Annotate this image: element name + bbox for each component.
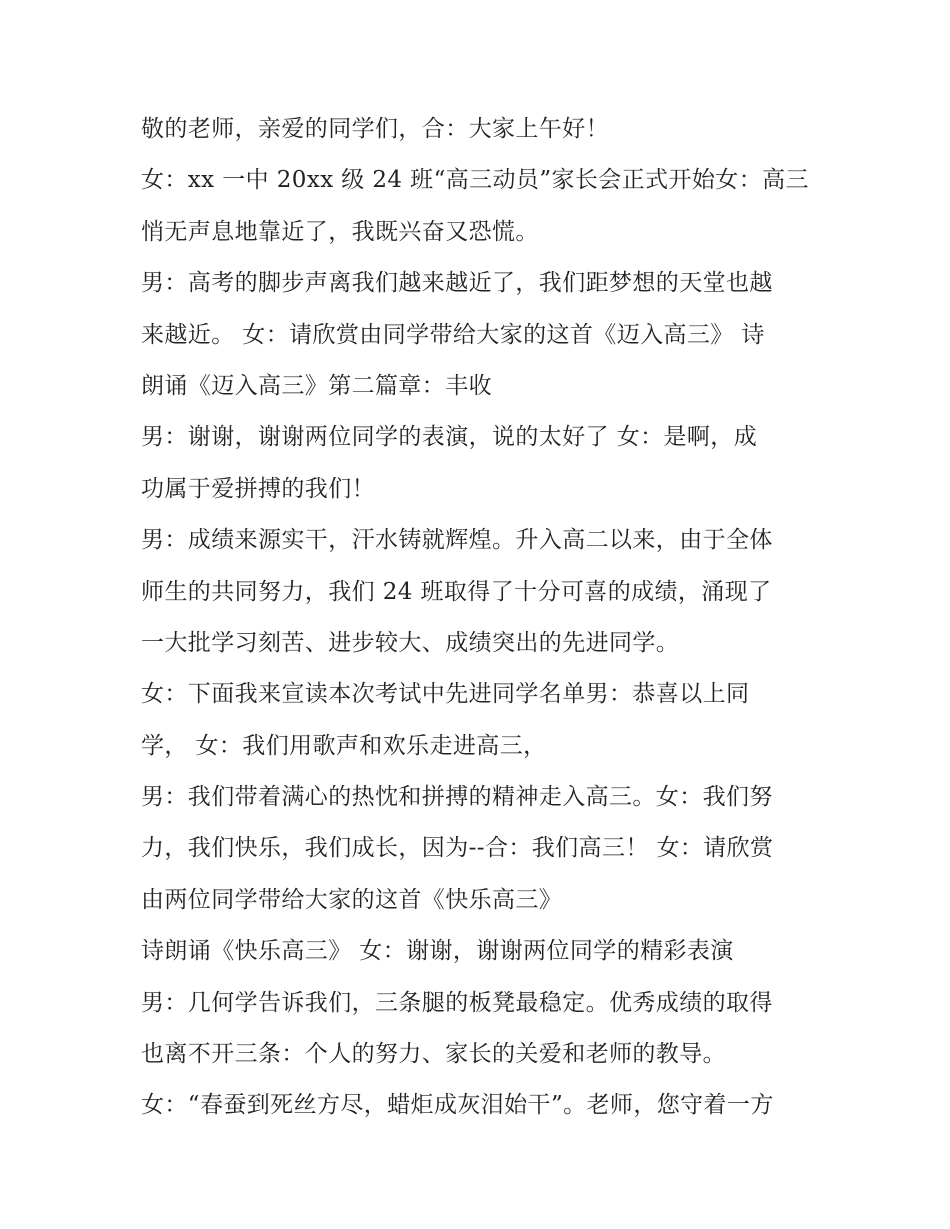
text-line: 男：我们带着满心的热忱和拼搏的精神走入高三。女：我们努 [141,784,773,811]
text-line: 来越近。 女：请欣赏由同学带给大家的这首《迈入高三》 诗 [141,321,765,348]
text-line: 诗朗诵《快乐高三》 女：谢谢，谢谢两位同学的精彩表演 [141,938,734,965]
text-line: 男：成绩来源实干，汗水铸就辉煌。升入高二以来，由于全体 [141,527,773,554]
text-line: 女：xx 一中 20xx 级 24 班“高三动员”家长会正式开始女：高三 [141,167,809,194]
text-line: 男：谢谢，谢谢两位同学的表演，说的太好了 女：是啊，成 [141,424,758,451]
text-line: 师生的共同努力，我们 24 班取得了十分可喜的成绩，涌现了 [141,578,772,605]
text-line: 功属于爱拼搏的我们！ [141,475,375,502]
text-line: 女：下面我来宣读本次考试中先进同学名单男：恭喜以上同 [141,681,750,708]
text-line: 也离不开三条：个人的努力、家长的关爱和老师的教导。 [141,1041,726,1068]
text-line: 学， 女：我们用歌声和欢乐走进高三， [141,732,547,759]
text-line: 女：“春蚕到死丝方尽，蜡炬成灰泪始干”。老师，您守着一方 [141,1092,774,1119]
text-line: 敬的老师，亲爱的同学们，合：大家上午好！ [141,116,609,142]
text-line: 由两位同学带给大家的这首《快乐高三》 [141,886,563,913]
text-line: 朗诵《迈入高三》第二篇章：丰收 [141,372,492,399]
text-line: 悄无声息地靠近了，我既兴奋又恐慌。 [141,218,539,245]
document-body [141,104,821,1132]
text-line: 力，我们快乐，我们成长，因为--合：我们高三！ 女：请欣赏 [141,835,774,862]
text-line: 男：高考的脚步声离我们越来越近了，我们距梦想的天堂也越 [141,270,773,297]
text-line: 男：几何学告诉我们，三条腿的板凳最稳定。优秀成绩的取得 [141,989,773,1016]
text-line: 一大批学习刻苦、进步较大、成绩突出的先进同学。 [141,629,680,656]
